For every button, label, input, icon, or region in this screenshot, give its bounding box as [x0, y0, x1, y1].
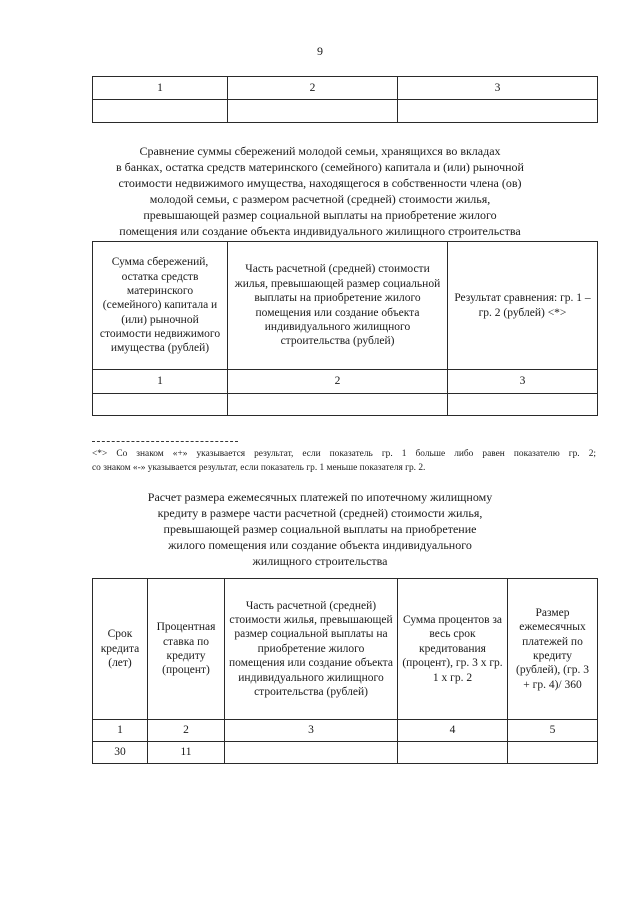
- table-header-cell: Часть расчетной (средней) стоимости жилья, превышающей размер социальной выплаты на приобретение жилого помещения или создание объекта индивидуального жилищного строительства (рублей): [225, 579, 398, 720]
- heading-line: превышающей размер социальной выплаты на приобретение: [163, 522, 477, 536]
- table-cell: [228, 100, 398, 123]
- footnote-line-2: со знаком «-» указывается результат, если показатель гр. 1 меньше показателя гр. 2.: [92, 463, 426, 473]
- table-cell: 2: [228, 77, 398, 100]
- page-number: 9: [317, 44, 323, 58]
- table-header-cell: Срок кредита (лет): [93, 579, 148, 720]
- table-header-row: [93, 242, 598, 370]
- table-row: [93, 100, 598, 123]
- table-row: [93, 370, 598, 394]
- table-cell: [93, 394, 228, 416]
- table-header-cell: Результат сравнения: гр. 1 – гр. 2 (рублей) <*>: [448, 242, 598, 370]
- footnote-line-1: <*> Со знаком «+» указывается результат, если показатель гр. 1 больше либо равен показателю гр. 2;: [92, 449, 596, 459]
- table-header-cell: Сумма сбережений, остатка средств материнского (семейного) капитала и (или) рыночной стоимости недвижимого имущества (рублей): [93, 242, 228, 370]
- table-cell: 1: [93, 370, 228, 394]
- table-cell: [93, 100, 228, 123]
- table-row: [93, 742, 598, 764]
- mortgage-payment-table: [92, 578, 598, 764]
- heading-line: Сравнение суммы сбережений молодой семьи, хранящихся во вкладах: [139, 144, 501, 158]
- table-header-cell: Часть расчетной (средней) стоимости жилья, превышающей размер социальной выплаты на приобретение жилого помещения или создание объекта индивидуального жилищного строительства (рублей): [228, 242, 448, 370]
- table-cell: 2: [228, 370, 448, 394]
- table-header-cell: Размер ежемесячных платежей по кредиту (рублей), (гр. 3 + гр. 4)/ 360: [508, 579, 598, 720]
- savings-comparison-table: [92, 241, 598, 416]
- heading-line: жилищного строительства: [252, 554, 388, 568]
- heading-line: молодой семьи, с размером расчетной (средней) стоимости жилья,: [149, 192, 491, 206]
- table-row: [93, 77, 598, 100]
- top-continuation-table: [92, 76, 598, 123]
- table-cell: 3: [448, 370, 598, 394]
- table-cell: 1: [93, 77, 228, 100]
- heading-line: жилого помещения или создание объекта индивидуального: [168, 538, 472, 552]
- table-cell: 1: [93, 720, 148, 742]
- table-cell: 5: [508, 720, 598, 742]
- table-cell: [228, 394, 448, 416]
- table-header-cell: Процентная ставка по кредиту (процент): [148, 579, 225, 720]
- table-cell: 3: [398, 77, 598, 100]
- table-cell: 4: [398, 720, 508, 742]
- heading-line: Расчет размера ежемесячных платежей по ипотечному жилищному: [147, 490, 493, 504]
- section1-heading: [60, 143, 580, 239]
- table-cell: [448, 394, 598, 416]
- heading-line: в банках, остатка средств материнского (семейного) капитала и (или) рыночной: [116, 160, 524, 174]
- table-cell: 2: [148, 720, 225, 742]
- table-header-row: [93, 579, 598, 720]
- table-row: [93, 720, 598, 742]
- table-cell: [398, 742, 508, 764]
- table-cell: [508, 742, 598, 764]
- heading-line: стоимости недвижимого имущества, находящегося в собственности члена (ов): [118, 176, 522, 190]
- footnote-divider: [92, 441, 238, 442]
- table-row: [93, 394, 598, 416]
- heading-line: помещения или создание объекта индивидуального жилищного строительства: [119, 224, 521, 238]
- heading-line: превышающей размер социальной выплаты на приобретение жилого: [143, 208, 497, 222]
- table-cell: 3: [225, 720, 398, 742]
- table-cell: [225, 742, 398, 764]
- table-cell: 11: [148, 742, 225, 764]
- table-cell: [398, 100, 598, 123]
- section2-heading: [60, 489, 580, 569]
- table-header-cell: Сумма процентов за весь срок кредитования (процент), гр. 3 х гр. 1 х гр. 2: [398, 579, 508, 720]
- table-cell: 30: [93, 742, 148, 764]
- heading-line: кредиту в размере части расчетной (средней) стоимости жилья,: [157, 506, 483, 520]
